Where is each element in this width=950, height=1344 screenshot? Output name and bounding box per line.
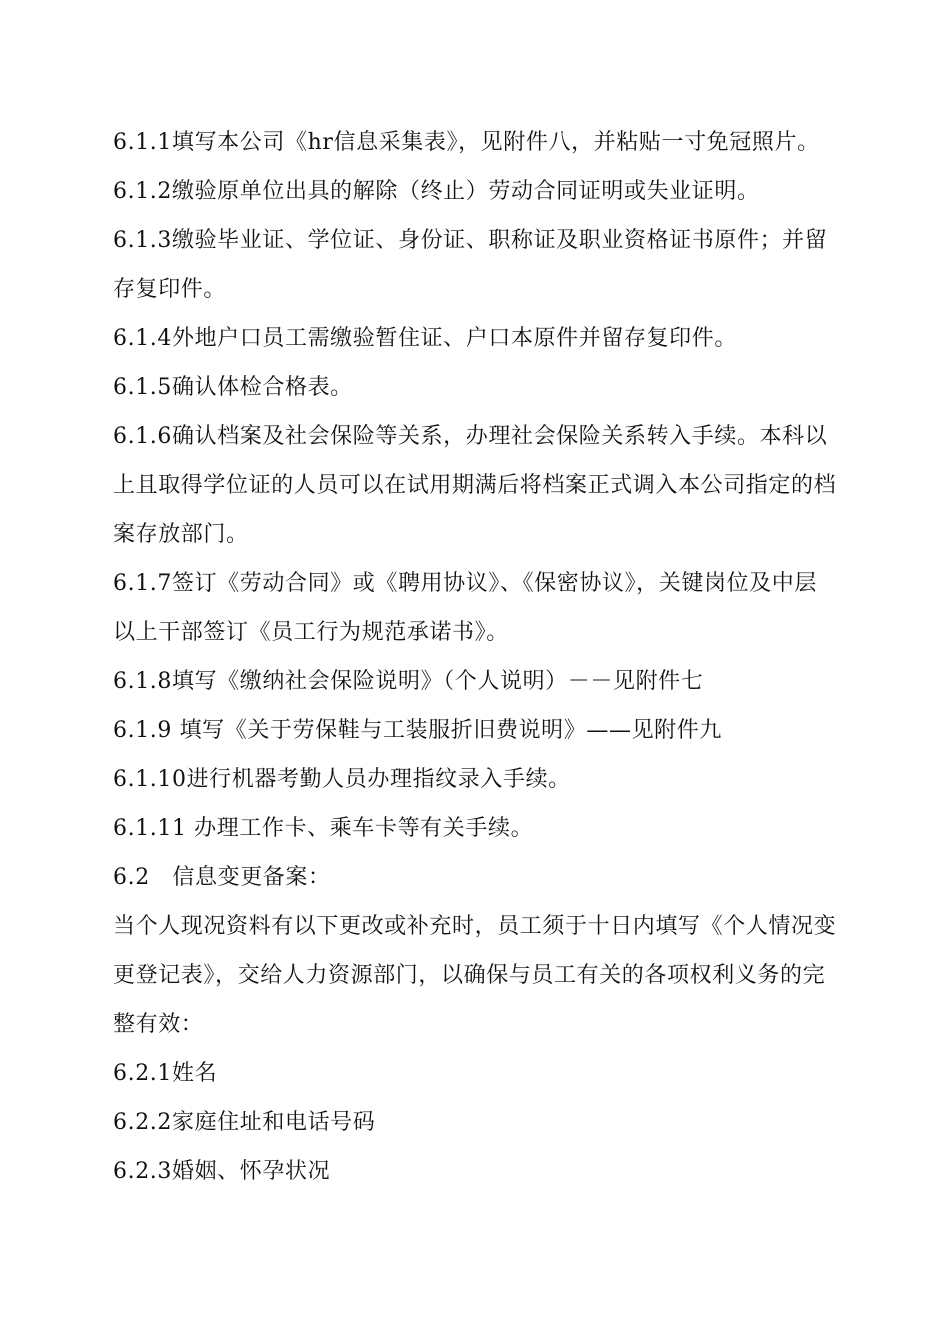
paragraph-6-2-1: 6.2.1姓名: [113, 1061, 218, 1086]
paragraph-6-1-8: 6.1.8填写《缴纳社会保险说明》（个人说明）－－见附件七: [113, 669, 704, 694]
document-body: [113, 118, 838, 1196]
paragraph-6-1-2: 6.1.2缴验原单位出具的解除（终止）劳动合同证明或失业证明。: [113, 179, 760, 204]
paragraph-6-1-1: 6.1.1填写本公司《hr信息采集表》，见附件八，并粘贴一寸免冠照片。: [113, 130, 820, 155]
paragraph-6-2-intro: 当个人现况资料有以下更改或补充时，员工须于十日内填写《个人情况变更登记表》，交给人力资源部门，以确保与员工有关的各项权利义务的完整有效：: [113, 914, 837, 1037]
paragraph-6-1-4: 6.1.4外地户口员工需缴验暂住证、户口本原件并留存复印件。: [113, 326, 737, 351]
paragraph-6-1-9: 6.1.9 填写《关于劳保鞋与工装服折旧费说明》——见附件九: [113, 718, 722, 743]
paragraph-6-1-3: 6.1.3缴验毕业证、学位证、身份证、职称证及职业资格证书原件；并留存复印件。: [113, 228, 828, 302]
paragraph-6-1-11: 6.1.11 办理工作卡、乘车卡等有关手续。: [113, 816, 534, 841]
paragraph-6-2-3: 6.2.3婚姻、怀孕状况: [113, 1159, 331, 1184]
paragraph-6-1-7: 6.1.7签订《劳动合同》或《聘用协议》、《保密协议》，关键岗位及中层以上干部签订《员工行为规范承诺书》。: [113, 571, 817, 645]
section-heading-6-2: 6.2 信息变更备案：: [113, 865, 331, 890]
paragraph-6-1-5: 6.1.5确认体检合格表。: [113, 375, 353, 400]
paragraph-6-2-2: 6.2.2家庭住址和电话号码: [113, 1110, 376, 1135]
paragraph-6-1-6: 6.1.6确认档案及社会保险等关系，办理社会保险关系转入手续。本科以上且取得学位证的人员可以在试用期满后将档案正式调入本公司指定的档案存放部门。: [113, 424, 837, 547]
paragraph-6-1-10: 6.1.10进行机器考勤人员办理指纹录入手续。: [113, 767, 571, 792]
